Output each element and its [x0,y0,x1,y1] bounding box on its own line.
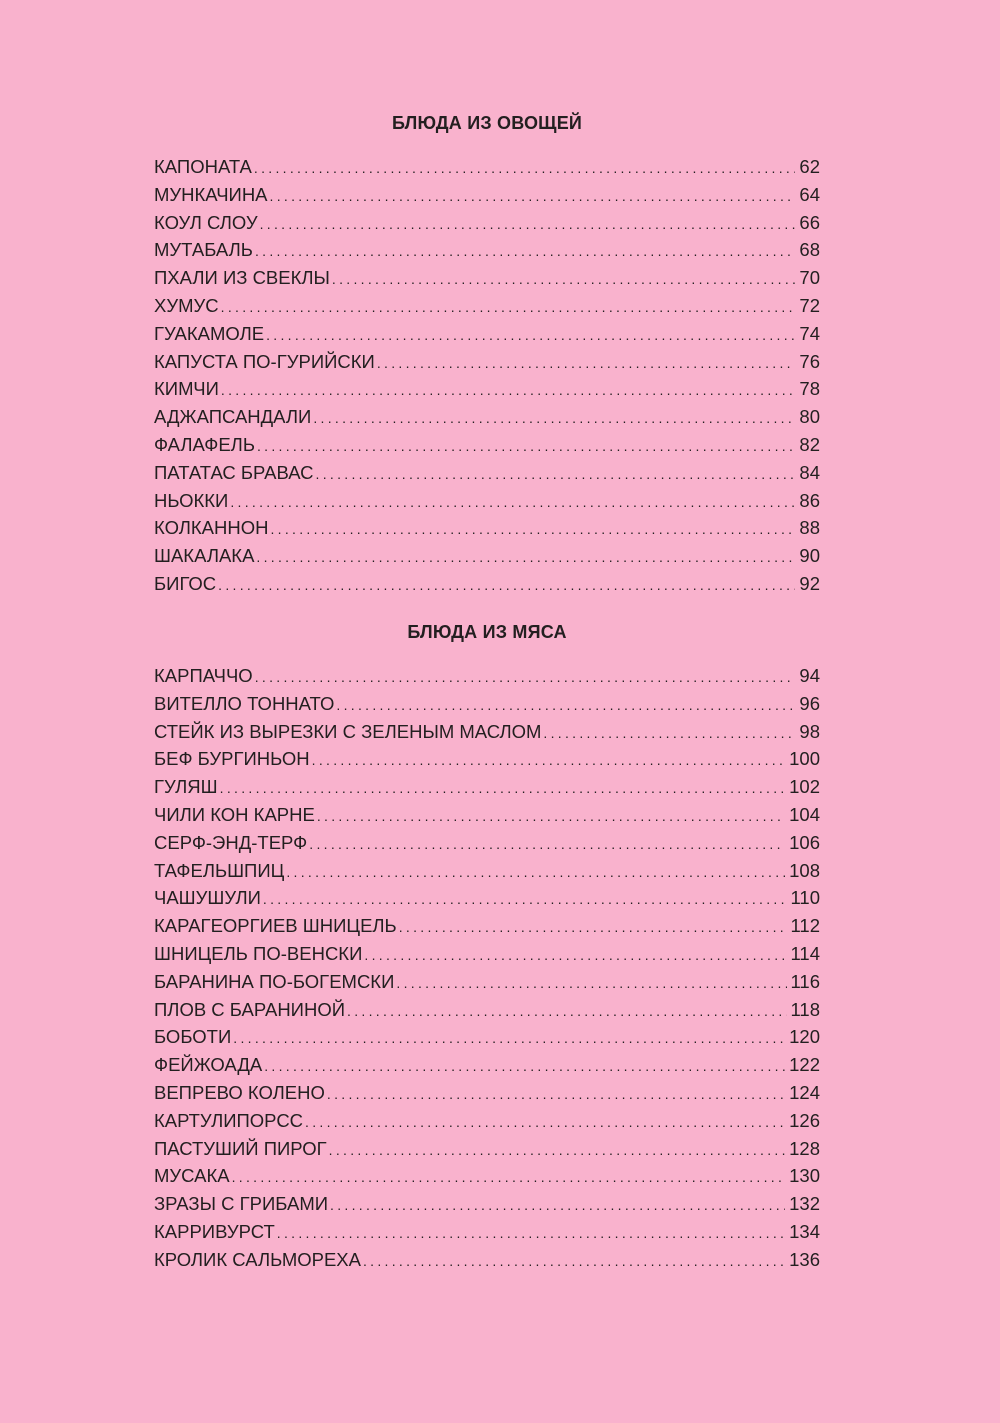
toc-entry [154,431,820,459]
toc-entry-title: БИГОС [154,572,217,594]
toc-entry-title: КРОЛИК САЛЬМОРЕХА [154,1248,361,1270]
toc-entry-title: МУТАБАЛЬ [154,239,253,261]
dot-leader [305,1109,785,1137]
dot-leader [220,775,786,803]
toc-entry-title: БЕФ БУРГИНЬОН [154,748,310,770]
dot-leader [313,405,795,433]
toc-entry-page-number: 78 [799,378,820,400]
toc-entry-page-number: 126 [789,1109,820,1131]
toc-entry [154,403,820,431]
toc-entry [154,236,820,264]
toc-entry-title: КАРПАЧЧО [154,665,253,686]
dot-leader [230,489,795,517]
dot-leader [257,433,795,461]
section-title: БЛЮДА ИЗ МЯСА [407,622,567,642]
toc-entry-title: БАРАНИНА ПО-БОГЕМСКИ [154,970,395,992]
toc-entry-page-number: 104 [789,803,820,825]
toc-entry-list [154,153,820,598]
toc-entry-title: ФАЛАФЕЛЬ [154,433,255,455]
toc-entry-title: АДЖАПСАНДАЛИ [154,406,312,428]
toc-entry-title: КИМЧИ [154,378,219,400]
toc-entry-page-number: 96 [799,692,820,714]
toc-entry [154,1218,820,1246]
toc-entry-title: ПХАЛИ ИЗ СВЕКЛЫ [154,267,330,289]
toc-entry-page-number: 118 [790,998,820,1020]
toc-entry [154,542,820,570]
toc-entry [154,801,820,829]
toc-entry-title: КАРТУЛИПОРСС [154,1109,304,1131]
toc-entry [154,1107,820,1135]
toc-entry-page-number: 70 [799,267,820,289]
toc-entry-title: МУНКАЧИНА [154,183,268,205]
dot-leader [336,692,795,720]
toc-entry-page-number: 130 [789,1165,820,1187]
dot-leader [543,720,795,748]
dot-leader [221,294,796,322]
toc-entry [154,292,820,320]
dot-leader [218,572,795,600]
toc-entry [154,662,820,690]
toc-entry-title: ФЕЙЖОАДА [154,1054,263,1076]
dot-leader [329,1137,785,1165]
toc-entry-title: ВЕПРЕВО КОЛЕНО [154,1081,325,1103]
toc-entry-title: ГУЛЯШ [154,776,218,798]
toc-entry-page-number: 134 [789,1220,820,1242]
toc-entry-page-number: 64 [799,183,820,205]
toc-entry-title: СЕРФ-ЭНД-ТЕРФ [154,831,308,853]
toc-entry-title: КАПУСТА ПО-ГУРИЙСКИ [154,350,375,372]
toc-entry-page-number: 124 [789,1081,820,1103]
toc-entry [154,1023,820,1051]
toc-entry-title: ЧАШУШУЛИ [154,887,261,909]
toc-entry-page-number: 106 [789,831,820,853]
toc-entry-page-number: 62 [799,156,820,177]
toc-entry-page-number: 80 [799,406,820,428]
toc-entry-page-number: 102 [789,776,820,798]
toc-entry [154,570,820,598]
toc-section-vegetables [154,112,820,598]
dot-leader [232,1164,786,1192]
toc-entry-title: ШАКАЛАКА [154,545,255,567]
toc-entry-page-number: 86 [799,489,820,511]
toc-entry-title: КОУЛ СЛОУ [154,211,258,233]
toc-entry-title: СТЕЙК ИЗ ВЫРЕЗКИ С ЗЕЛЕНЫМ МАСЛОМ [154,720,542,742]
toc-entry-title: БОБОТИ [154,1026,232,1048]
dot-leader [255,238,795,266]
toc-entry-page-number: 122 [789,1054,820,1076]
toc-entry [154,1162,820,1190]
section-title: БЛЮДА ИЗ ОВОЩЕЙ [391,113,583,133]
toc-entry [154,1246,820,1274]
toc-entry-page-number: 82 [799,433,820,455]
dot-leader [263,886,787,914]
toc-entry [154,1051,820,1079]
dot-leader [233,1025,785,1053]
toc-entry [154,514,820,542]
toc-entry [154,996,820,1024]
toc-entry-page-number: 98 [799,720,820,742]
toc-entry-page-number: 116 [790,970,820,992]
toc-entry-title: ЧИЛИ КОН КАРНЕ [154,803,315,825]
toc-entry-page-number: 94 [799,665,820,686]
dot-leader [364,942,786,970]
toc-entry [154,745,820,773]
toc-entry [154,690,820,718]
toc-entry [154,857,820,885]
toc-entry [154,773,820,801]
toc-entry [154,718,820,746]
toc-entry [154,940,820,968]
toc-entry [154,1079,820,1107]
toc-entry [154,1190,820,1218]
dot-leader [363,1248,785,1276]
dot-leader [327,1081,785,1109]
toc-entry [154,264,820,292]
toc-entry-page-number: 68 [799,239,820,261]
toc-entry-list [154,662,820,1274]
dot-leader [312,747,785,775]
toc-entry-page-number: 108 [789,859,820,881]
toc-entry [154,1135,820,1163]
toc-entry-title: КАПОНАТА [154,156,252,177]
dot-leader [221,377,796,405]
toc-entry-page-number: 66 [799,211,820,233]
dot-leader [270,183,796,211]
dot-leader [264,1053,785,1081]
toc-entry-title: МУСАКА [154,1165,230,1187]
toc-entry [154,884,820,912]
toc-entry-page-number: 136 [789,1248,820,1270]
dot-leader [309,831,785,859]
toc-entry [154,912,820,940]
toc-entry-page-number: 76 [799,350,820,372]
toc-entry-title: НЬОККИ [154,489,229,511]
toc-entry [154,153,820,181]
toc-entry-title: ПЛОВ С БАРАНИНОЙ [154,998,346,1020]
toc-section-meat [154,621,820,1274]
toc-entry-page-number: 100 [789,748,820,770]
toc-entry-title: ВИТЕЛЛО ТОННАТО [154,692,335,714]
toc-entry [154,829,820,857]
toc-entry [154,968,820,996]
dot-leader [266,322,795,350]
dot-leader [254,155,796,183]
toc-entry [154,459,820,487]
toc-entry-title: КАРАГЕОРГИЕВ ШНИЦЕЛЬ [154,915,397,937]
dot-leader [377,350,796,378]
toc-entry-page-number: 72 [799,294,820,316]
toc-entry-page-number: 88 [799,517,820,539]
toc-entry-page-number: 92 [799,572,820,594]
dot-leader [399,914,787,942]
dot-leader [255,664,796,692]
toc-entry-title: ХУМУС [154,294,219,316]
toc-entry [154,209,820,237]
toc-entry-title: КОЛКАННОН [154,517,269,539]
toc-entry-title: КАРРИВУРСТ [154,1220,275,1242]
dot-leader [317,803,785,831]
toc-entry [154,181,820,209]
toc-entry-title: ШНИЦЕЛЬ ПО-ВЕНСКИ [154,942,363,964]
toc-entry-title: ПАТАТАС БРАВАС [154,461,314,483]
toc-entry-page-number: 132 [789,1193,820,1215]
toc-entry-title: ПАСТУШИЙ ПИРОГ [154,1137,327,1159]
toc-entry-title: ЗРАЗЫ С ГРИБАМИ [154,1193,329,1215]
dot-leader [260,211,796,239]
toc-entry-title: ТАФЕЛЬШПИЦ [154,859,285,881]
toc-entry-page-number: 90 [799,545,820,567]
toc-entry-page-number: 128 [789,1137,820,1159]
dot-leader [347,998,786,1026]
toc-entry [154,375,820,403]
dot-leader [332,266,796,294]
toc-entry-page-number: 112 [790,915,820,937]
dot-leader [256,544,795,572]
toc-entry [154,348,820,376]
dot-leader [330,1192,785,1220]
toc-entry [154,487,820,515]
dot-leader [316,461,796,489]
toc-entry-page-number: 120 [789,1026,820,1048]
dot-leader [396,970,786,998]
dot-leader [270,516,795,544]
toc-entry-title: ГУАКАМОЛЕ [154,322,265,344]
toc-entry-page-number: 84 [799,461,820,483]
dot-leader [277,1220,785,1248]
toc-entry-page-number: 74 [799,322,820,344]
dot-leader [286,859,785,887]
toc-entry-page-number: 114 [790,942,820,964]
toc-entry [154,320,820,348]
toc-entry-page-number: 110 [790,887,820,909]
